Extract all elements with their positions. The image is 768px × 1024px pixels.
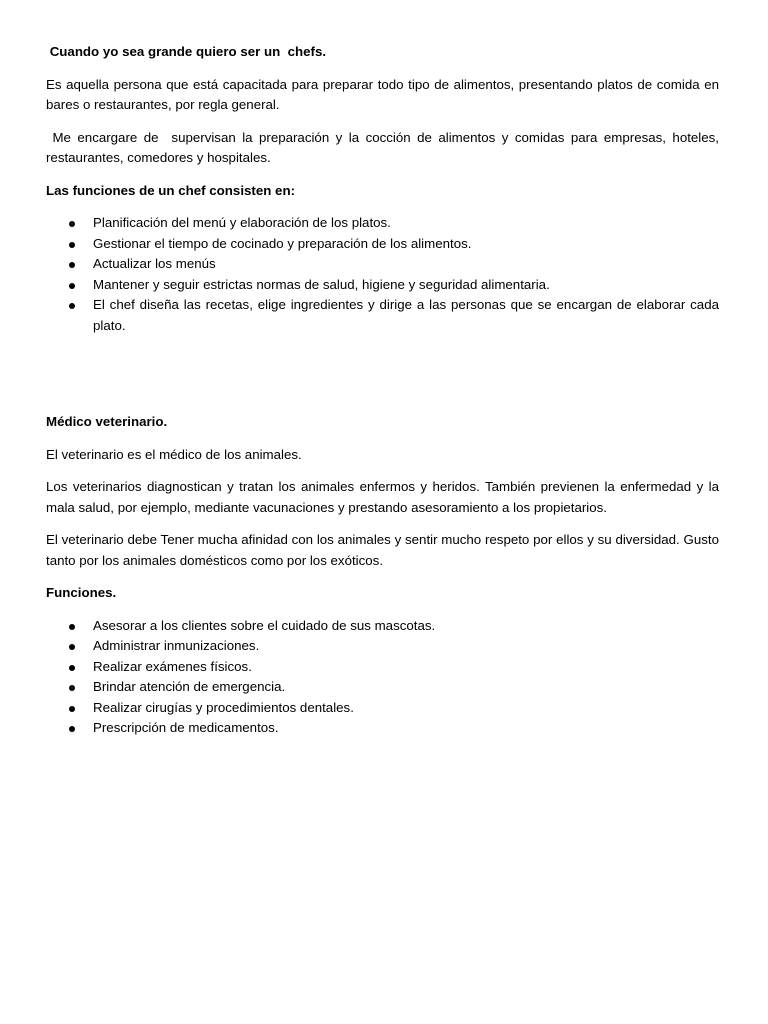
- bullet-icon: [69, 685, 75, 691]
- bullet-icon: [69, 644, 75, 650]
- bullet-icon: [69, 706, 75, 712]
- bullet-icon: [69, 283, 75, 289]
- bullet-icon: [69, 726, 75, 732]
- list-item: [46, 254, 719, 275]
- chef-paragraph-2: Me encargare de supervisan la preparación y la cocción de alimentos y comidas para empresas, hoteles, restaurantes, comedores y hospitales.: [46, 129, 723, 165]
- list-item: [46, 677, 719, 698]
- list-item: [46, 636, 719, 657]
- vet-paragraph-1: El veterinario es el médico de los animales.: [46, 446, 302, 462]
- bullet-icon: [69, 624, 75, 630]
- chef-functions-heading: Las funciones de un chef consisten en:: [46, 182, 295, 198]
- section-spacer: [46, 348, 719, 412]
- list-item: [46, 718, 719, 739]
- list-item-text: Realizar exámenes físicos.: [93, 658, 252, 674]
- document-body: [46, 42, 723, 751]
- list-item: [46, 616, 719, 637]
- list-item-text: Administrar inmunizaciones.: [93, 638, 260, 653]
- vet-functions-heading: Funciones.: [46, 585, 117, 600]
- list-item: [46, 234, 719, 255]
- list-item-text: Brindar atención de emergencia.: [93, 679, 286, 694]
- list-item-text: El chef diseña las recetas, elige ingredientes y dirige a las personas que se encargan de elaborar cada plato.: [93, 297, 719, 333]
- bullet-icon: [69, 221, 75, 227]
- vet-title: Médico veterinario.: [46, 414, 168, 429]
- list-item: [46, 275, 719, 296]
- chef-paragraph-1: Es aquella persona que está capacitada para preparar todo tipo de alimentos, presentando platos de comida en bares o restaurantes, por regla general.: [46, 76, 719, 112]
- list-item-text: Prescripción de medicamentos.: [93, 720, 279, 735]
- vet-functions-list: [46, 616, 719, 739]
- bullet-icon: [69, 262, 75, 268]
- chef-title: Cuando yo sea grande quiero ser un chefs.: [46, 44, 327, 59]
- list-item-text: Mantener y seguir estrictas normas de salud, higiene y seguridad alimentaria.: [93, 276, 550, 292]
- list-item: [46, 213, 719, 234]
- list-item-text: Gestionar el tiempo de cocinado y preparación de los alimentos.: [93, 235, 472, 251]
- list-item: [46, 657, 719, 678]
- bullet-icon: [69, 665, 75, 671]
- chef-functions-list: [46, 213, 719, 336]
- list-item: [46, 698, 719, 719]
- vet-paragraph-2: Los veterinarios diagnostican y tratan los animales enfermos y heridos. También previenen la enfermedad y la mala salud, por ejemplo, mediante vacunaciones y prestando asesoramiento a los propietarios.: [46, 479, 719, 515]
- list-item-text: Actualizar los menús: [93, 256, 216, 271]
- list-item-text: Planificación del menú y elaboración de los platos.: [93, 215, 391, 230]
- bullet-icon: [69, 303, 75, 309]
- bullet-icon: [69, 242, 75, 248]
- list-item-text: Realizar cirugías y procedimientos dentales.: [93, 699, 354, 715]
- list-item: [46, 295, 719, 336]
- vet-paragraph-3: El veterinario debe Tener mucha afinidad con los animales y sentir mucho respeto por ellos y su diversidad. Gusto tanto por los animales domésticos como por los exóticos.: [46, 532, 719, 568]
- list-item-text: Asesorar a los clientes sobre el cuidado de sus mascotas.: [93, 617, 436, 633]
